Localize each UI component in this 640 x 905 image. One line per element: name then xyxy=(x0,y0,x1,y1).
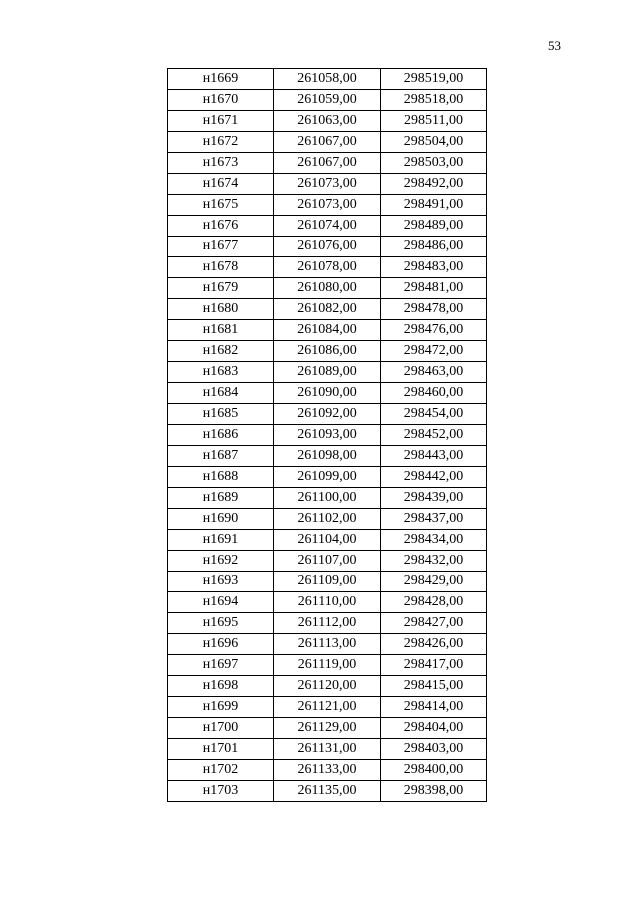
x-coordinate-cell: 261133,00 xyxy=(274,759,381,780)
x-coordinate-cell: 261100,00 xyxy=(274,487,381,508)
x-coordinate-cell: 261089,00 xyxy=(274,362,381,383)
point-id-cell: н1693 xyxy=(168,571,274,592)
x-coordinate-cell: 261067,00 xyxy=(274,152,381,173)
table-row xyxy=(168,508,487,529)
x-coordinate-cell: 261119,00 xyxy=(274,655,381,676)
table-row xyxy=(168,257,487,278)
table-row xyxy=(168,655,487,676)
table-row xyxy=(168,718,487,739)
y-coordinate-cell: 298454,00 xyxy=(381,404,487,425)
table-row xyxy=(168,152,487,173)
table-row xyxy=(168,236,487,257)
y-coordinate-cell: 298478,00 xyxy=(381,299,487,320)
table-row xyxy=(168,487,487,508)
table-row xyxy=(168,571,487,592)
y-coordinate-cell: 298492,00 xyxy=(381,173,487,194)
y-coordinate-cell: 298442,00 xyxy=(381,466,487,487)
y-coordinate-cell: 298489,00 xyxy=(381,215,487,236)
table-row xyxy=(168,445,487,466)
table-row xyxy=(168,215,487,236)
table-row xyxy=(168,278,487,299)
x-coordinate-cell: 261107,00 xyxy=(274,550,381,571)
table-row xyxy=(168,299,487,320)
table-row xyxy=(168,466,487,487)
point-id-cell: н1683 xyxy=(168,362,274,383)
x-coordinate-cell: 261084,00 xyxy=(274,320,381,341)
point-id-cell: н1695 xyxy=(168,613,274,634)
point-id-cell: н1689 xyxy=(168,487,274,508)
point-id-cell: н1670 xyxy=(168,89,274,110)
point-id-cell: н1690 xyxy=(168,508,274,529)
page-number: 53 xyxy=(548,38,561,53)
point-id-cell: н1694 xyxy=(168,592,274,613)
table-row xyxy=(168,592,487,613)
y-coordinate-cell: 298403,00 xyxy=(381,739,487,760)
table-row xyxy=(168,69,487,90)
x-coordinate-cell: 261063,00 xyxy=(274,110,381,131)
x-coordinate-cell: 261113,00 xyxy=(274,634,381,655)
table-row xyxy=(168,676,487,697)
y-coordinate-cell: 298503,00 xyxy=(381,152,487,173)
point-id-cell: н1673 xyxy=(168,152,274,173)
y-coordinate-cell: 298460,00 xyxy=(381,383,487,404)
point-id-cell: н1696 xyxy=(168,634,274,655)
y-coordinate-cell: 298511,00 xyxy=(381,110,487,131)
table-row xyxy=(168,529,487,550)
point-id-cell: н1688 xyxy=(168,466,274,487)
y-coordinate-cell: 298427,00 xyxy=(381,613,487,634)
y-coordinate-cell: 298504,00 xyxy=(381,131,487,152)
y-coordinate-cell: 298443,00 xyxy=(381,445,487,466)
table-row xyxy=(168,613,487,634)
x-coordinate-cell: 261086,00 xyxy=(274,341,381,362)
table-row xyxy=(168,320,487,341)
y-coordinate-cell: 298437,00 xyxy=(381,508,487,529)
y-coordinate-cell: 298404,00 xyxy=(381,718,487,739)
y-coordinate-cell: 298426,00 xyxy=(381,634,487,655)
x-coordinate-cell: 261135,00 xyxy=(274,780,381,801)
y-coordinate-cell: 298429,00 xyxy=(381,571,487,592)
x-coordinate-cell: 261093,00 xyxy=(274,424,381,445)
x-coordinate-cell: 261102,00 xyxy=(274,508,381,529)
table-row xyxy=(168,362,487,383)
point-id-cell: н1701 xyxy=(168,739,274,760)
y-coordinate-cell: 298481,00 xyxy=(381,278,487,299)
x-coordinate-cell: 261121,00 xyxy=(274,697,381,718)
point-id-cell: н1685 xyxy=(168,404,274,425)
point-id-cell: н1680 xyxy=(168,299,274,320)
point-id-cell: н1672 xyxy=(168,131,274,152)
y-coordinate-cell: 298414,00 xyxy=(381,697,487,718)
x-coordinate-cell: 261073,00 xyxy=(274,194,381,215)
point-id-cell: н1700 xyxy=(168,718,274,739)
x-coordinate-cell: 261078,00 xyxy=(274,257,381,278)
table-row xyxy=(168,550,487,571)
table-row xyxy=(168,131,487,152)
y-coordinate-cell: 298483,00 xyxy=(381,257,487,278)
point-id-cell: н1702 xyxy=(168,759,274,780)
y-coordinate-cell: 298518,00 xyxy=(381,89,487,110)
y-coordinate-cell: 298417,00 xyxy=(381,655,487,676)
table-row xyxy=(168,780,487,801)
point-id-cell: н1674 xyxy=(168,173,274,194)
y-coordinate-cell: 298439,00 xyxy=(381,487,487,508)
table-row xyxy=(168,634,487,655)
x-coordinate-cell: 261080,00 xyxy=(274,278,381,299)
point-id-cell: н1678 xyxy=(168,257,274,278)
point-id-cell: н1682 xyxy=(168,341,274,362)
x-coordinate-cell: 261104,00 xyxy=(274,529,381,550)
y-coordinate-cell: 298428,00 xyxy=(381,592,487,613)
point-id-cell: н1698 xyxy=(168,676,274,697)
point-id-cell: н1686 xyxy=(168,424,274,445)
coordinates-table xyxy=(167,68,487,802)
x-coordinate-cell: 261092,00 xyxy=(274,404,381,425)
point-id-cell: н1676 xyxy=(168,215,274,236)
x-coordinate-cell: 261058,00 xyxy=(274,69,381,90)
x-coordinate-cell: 261131,00 xyxy=(274,739,381,760)
y-coordinate-cell: 298486,00 xyxy=(381,236,487,257)
table-row xyxy=(168,739,487,760)
coordinates-table-body xyxy=(168,69,487,802)
table-row xyxy=(168,194,487,215)
y-coordinate-cell: 298491,00 xyxy=(381,194,487,215)
y-coordinate-cell: 298519,00 xyxy=(381,69,487,90)
table-row xyxy=(168,424,487,445)
y-coordinate-cell: 298432,00 xyxy=(381,550,487,571)
point-id-cell: н1703 xyxy=(168,780,274,801)
point-id-cell: н1697 xyxy=(168,655,274,676)
y-coordinate-cell: 298463,00 xyxy=(381,362,487,383)
x-coordinate-cell: 261112,00 xyxy=(274,613,381,634)
y-coordinate-cell: 298434,00 xyxy=(381,529,487,550)
point-id-cell: н1692 xyxy=(168,550,274,571)
table-row xyxy=(168,404,487,425)
table-row xyxy=(168,89,487,110)
table-row xyxy=(168,697,487,718)
x-coordinate-cell: 261099,00 xyxy=(274,466,381,487)
table-row xyxy=(168,341,487,362)
x-coordinate-cell: 261098,00 xyxy=(274,445,381,466)
y-coordinate-cell: 298452,00 xyxy=(381,424,487,445)
point-id-cell: н1679 xyxy=(168,278,274,299)
x-coordinate-cell: 261067,00 xyxy=(274,131,381,152)
table-row xyxy=(168,173,487,194)
y-coordinate-cell: 298400,00 xyxy=(381,759,487,780)
x-coordinate-cell: 261120,00 xyxy=(274,676,381,697)
x-coordinate-cell: 261073,00 xyxy=(274,173,381,194)
point-id-cell: н1669 xyxy=(168,69,274,90)
x-coordinate-cell: 261082,00 xyxy=(274,299,381,320)
point-id-cell: н1675 xyxy=(168,194,274,215)
x-coordinate-cell: 261110,00 xyxy=(274,592,381,613)
x-coordinate-cell: 261059,00 xyxy=(274,89,381,110)
point-id-cell: н1687 xyxy=(168,445,274,466)
table-row xyxy=(168,759,487,780)
y-coordinate-cell: 298472,00 xyxy=(381,341,487,362)
y-coordinate-cell: 298398,00 xyxy=(381,780,487,801)
point-id-cell: н1684 xyxy=(168,383,274,404)
point-id-cell: н1691 xyxy=(168,529,274,550)
x-coordinate-cell: 261076,00 xyxy=(274,236,381,257)
table-row xyxy=(168,110,487,131)
x-coordinate-cell: 261129,00 xyxy=(274,718,381,739)
point-id-cell: н1681 xyxy=(168,320,274,341)
point-id-cell: н1677 xyxy=(168,236,274,257)
x-coordinate-cell: 261074,00 xyxy=(274,215,381,236)
y-coordinate-cell: 298476,00 xyxy=(381,320,487,341)
point-id-cell: н1671 xyxy=(168,110,274,131)
x-coordinate-cell: 261090,00 xyxy=(274,383,381,404)
table-row xyxy=(168,383,487,404)
point-id-cell: н1699 xyxy=(168,697,274,718)
x-coordinate-cell: 261109,00 xyxy=(274,571,381,592)
y-coordinate-cell: 298415,00 xyxy=(381,676,487,697)
